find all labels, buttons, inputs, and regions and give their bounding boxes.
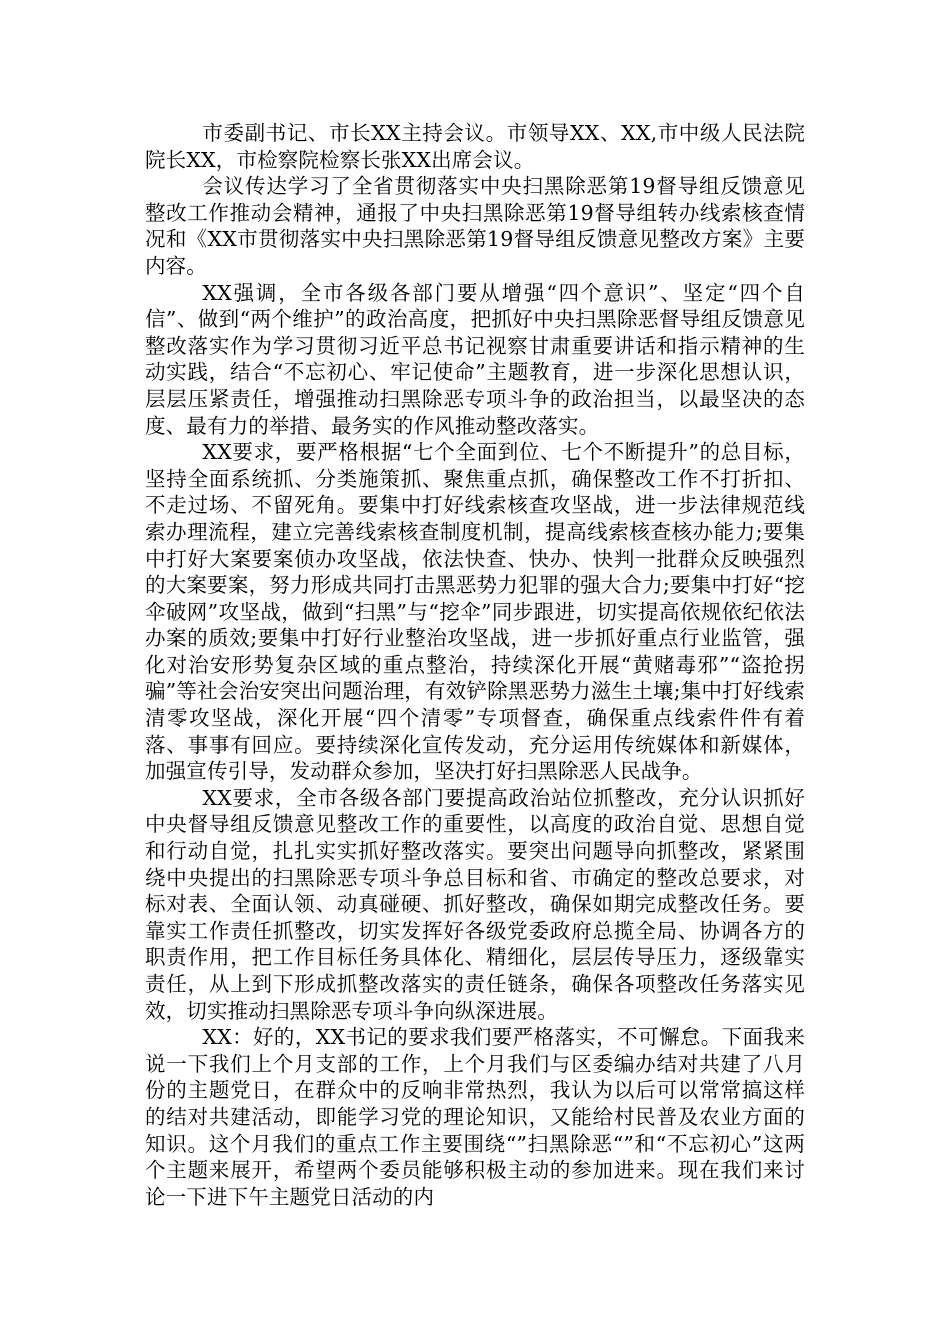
paragraph-branch-work: XX：好的，XX书记的要求我们要严格落实，不可懈怠。下面我来说一下我们上个月支部的工作，上个月我们与区委编办结对共建了八月份的主题党日，在群众中的反响非常热烈，我认为以后可以常常搞这样的结对共建活动，即能学习党的理论知识，又能给村民普及农业方面的知识。这个月我们的重点工作主要围绕“”扫黑除恶“”和“不忘初心”这两个主题来展开，希望两个委员能够积极主动的参加进来。现在我们来讨论一下进下午主题党日活动的内 xyxy=(145,1025,805,1209)
paragraph-requirements-goals: XX要求，要严格根据“七个全面到位、七个不断提升”的总目标，坚持全面系统抓、分类施策抓、聚焦重点抓，确保整改工作不打折扣、不走过场、不留死角。要集中打好线索核查攻坚战，进一步法律规范线索办理流程，建立完善线索核查制度机制，提高线索核查核办能力;要集中打好大案要案侦办攻坚战，依法快查、快办、快判一批群众反映强烈的大案要案，努力形成共同打击黑恶势力犯罪的强大合力;要集中打好“挖伞破网”攻坚战，做到“扫黑”与“挖伞”同步跟进，切实提高依规依纪依法办案的质效;要集中打好行业整治攻坚战，进一步抓好重点行业监管，强化对治安形势复杂区域的重点整治，持续深化开展“黄赌毒邪”“盗抢拐骗”等社会治安突出问题治理，有效铲除黑恶势力滋生土壤;集中打好线索清零攻坚战，深化开展“四个清零”专项督查，确保重点线索件件有着落、事事有回应。要持续深化宣传发动，充分运用传统媒体和新媒体，加强宣传引导，发动群众参加，坚决打好扫黑除恶人民战争。 xyxy=(145,440,805,784)
document-body xyxy=(145,120,805,1210)
paragraph-meeting-host: 市委副书记、市长XX主持会议。市领导XX、XX,市中级人民法院院长XX，市检察院检察长张XX出席会议。 xyxy=(145,121,805,172)
paragraph-requirements-rectification: XX要求，全市各级各部门要提高政治站位抓整改，充分认识抓好中央督导组反馈意见整改工作的重要性，以高度的政治自觉、思想自觉和行动自觉，扎扎实实抓好整改落实。要突出问题导向抓整改，紧紧围绕中央提出的扫黑除恶专项斗争总目标和省、市确定的整改总要求，对标对表、全面认领、动真碰硬、抓好整改，确保如期完成整改任务。要靠实工作责任抓整改，切实发挥好各级党委政府总揽全局、协调各方的职责作用，把工作目标任务具体化、精细化，层层传导压力，逐级靠实责任，从上到下形成抓整改落实的责任链条，确保各项整改任务落实见效，切实推动扫黑除恶专项斗争向纵深进展。 xyxy=(145,785,805,1023)
paragraph-meeting-content: 会议传达学习了全省贯彻落实中央扫黑除恶第19督导组反馈意见整改工作推动会精神，通报了中央扫黑除恶第19督导组转办线索核查情况和《XX市贯彻落实中央扫黑除恶第19督导组反馈意见整改方案》主要内容。 xyxy=(145,174,805,278)
paragraph-emphasis: XX强调，全市各级各部门要从增强“四个意识”、坚定“四个自信”、做到“两个维护”的政治高度，把抓好中央扫黑除恶督导组反馈意见整改落实作为学习贯彻习近平总书记视察甘肃重要讲话和指示精神的生动实践，结合“不忘初心、牢记使命”主题教育，进一步深化思想认识，层层压紧责任，增强推动扫黑除恶专项斗争的政治担当，以最坚决的态度、最有力的举措、最务实的作风推动整改落实。 xyxy=(145,280,805,438)
